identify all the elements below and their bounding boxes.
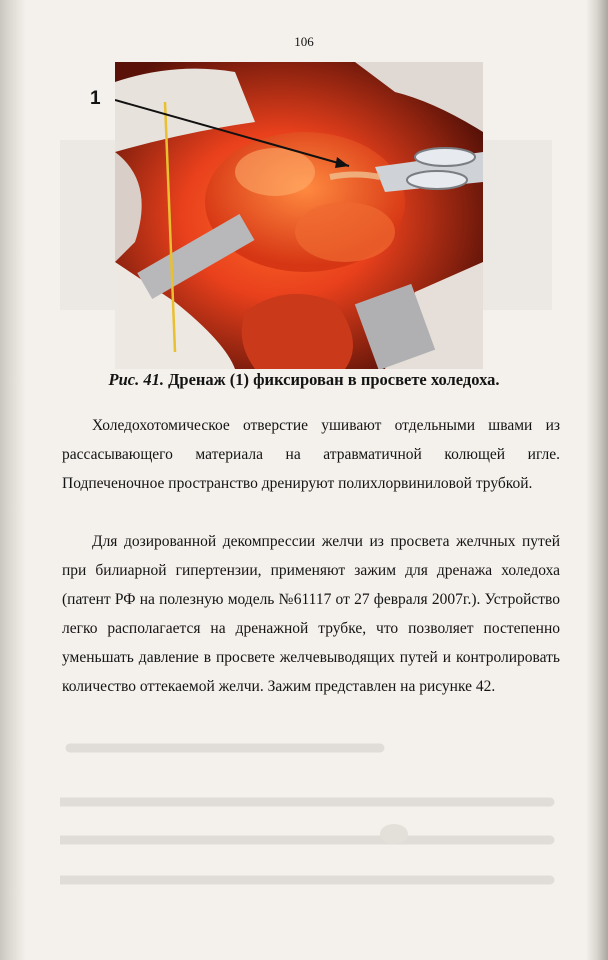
paragraph-1: Холедохотомическое отверстие ушивают отдельными швами из рассасывающего материала на атравматичной колющей игле. Подпеченочное пространство дренируют полихлорвиниловой трубкой. <box>62 417 560 492</box>
page-number: 106 <box>294 34 314 49</box>
show-through-strokes <box>60 740 560 890</box>
page-stamp-mark <box>380 824 408 844</box>
figure-caption-text: Дренаж (1) фиксирован в просвете холедоха. <box>168 370 500 389</box>
page-edge-left <box>0 0 26 960</box>
figure-callout-label: 1 <box>90 88 101 109</box>
figure-caption-number: Рис. 41. <box>108 370 164 389</box>
page-edge-right <box>586 0 608 960</box>
figure-caption <box>0 370 608 390</box>
paragraph-2: Для дозированной декомпрессии желчи из просвета желчных путей при билиарной гипертензии, применяют зажим для дренажа холедоха (патент РФ на полезную модель №61117 от 27 февраля 2007г.). Устройство легко располагается на дренажной трубке, что позволяет постепенно уменьшать давление в просвете желчевыводящих путей и контролировать количество оттекаемой желчи. Зажим представлен на рисунке 42. <box>62 533 560 695</box>
surgical-photo-illustration <box>115 62 483 369</box>
surgical-photo <box>115 62 483 369</box>
